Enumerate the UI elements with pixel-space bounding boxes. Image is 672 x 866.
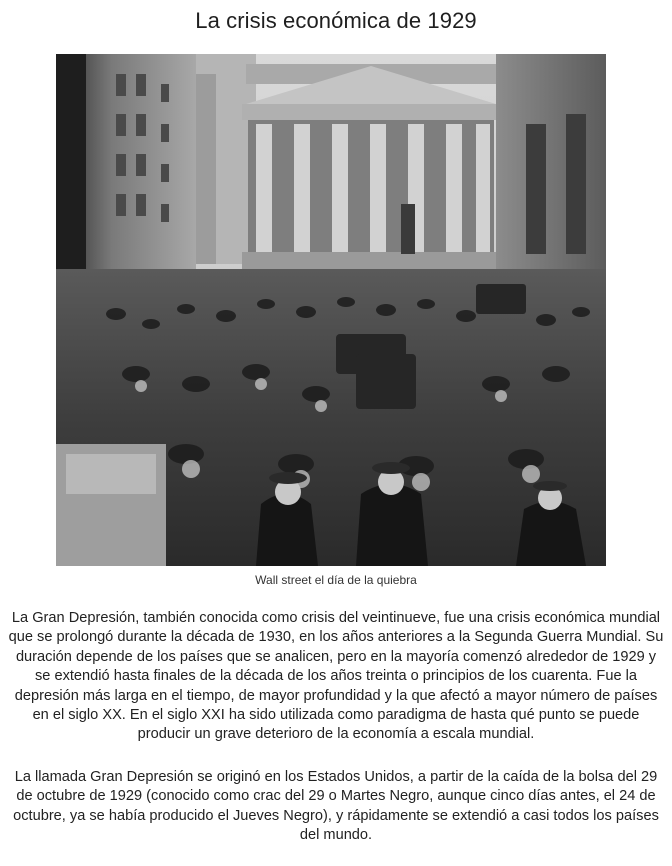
- wall-street-photo: [56, 54, 606, 566]
- paragraph-origin: La llamada Gran Depresión se originó en los Estados Unidos, a partir de la caída de la bolsa del 29 de octubre de 1929 (conocido como crac del 29 o Martes Negro, aunque cinco días antes, el 24 de octubre, ya se había producido el Jueves Negro), y rápidamente se extendió a casi todos los países del mundo.: [13, 769, 659, 844]
- photo-illustration: [56, 54, 606, 566]
- article-title: La crisis económica de 1929: [195, 8, 477, 33]
- photo-caption: Wall street el día de la quiebra: [255, 573, 417, 587]
- paragraph-intro: La Gran Depresión, también conocida como crisis del veintinueve, fue una crisis económica mundial que se prolongó durante la década de 1930, en los años anteriores a la Segunda Guerra Mundial. Su duración depende de los países que se analicen, pero en la mayoría comenzó alrededor de 1929 y se extendió hasta finales de la década de los años treinta o principios de los cuarenta. Fue la depresión más larga en el tiempo, de mayor profundidad y la que afectó a mayor número de países en el siglo XX. En el siglo XXI ha sido utilizada como paradigma de hasta qué punto se puede producir un grave deterioro de la economía a escala mundial.: [8, 610, 664, 743]
